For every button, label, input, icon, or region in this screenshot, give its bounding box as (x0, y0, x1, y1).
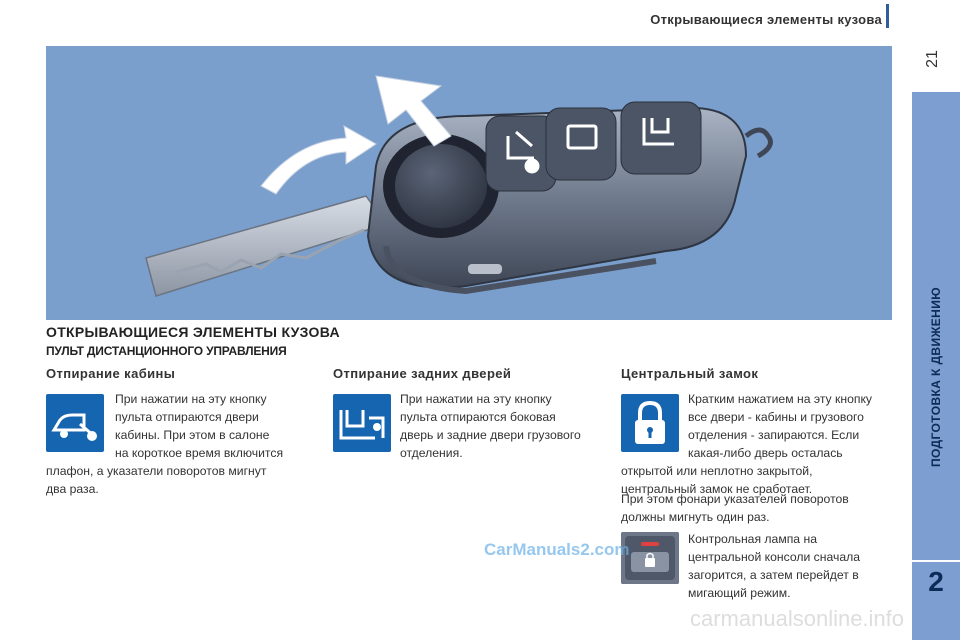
text-line: При нажатии на эту кнопку (400, 392, 552, 406)
chapter-tab-label-wrap (916, 200, 956, 560)
text-line: Контрольная лампа на (688, 532, 817, 546)
text-line: пульта отпираются двери (115, 410, 259, 424)
fob-button-lock (546, 108, 616, 180)
text-line: плафон, а указатели поворотов мигнут (46, 464, 267, 478)
column-heading: Центральный замок (621, 366, 759, 381)
central-lock-text (621, 390, 899, 498)
chapter-number: 2 (928, 566, 944, 597)
text-line: должны мигнуть один раз. (621, 510, 770, 524)
text-line: два раза. (46, 482, 99, 496)
key-blade (146, 196, 386, 296)
text-line: мигающий режим. (688, 586, 791, 600)
text-line: отделения. (400, 446, 463, 460)
column-rear-unlock (333, 366, 613, 460)
text-line: При нажатии на эту кнопку (115, 392, 267, 406)
key-fob-illustration (46, 46, 892, 320)
section-title: ОТКРЫВАЮЩИЕСЯ ЭЛЕМЕНТЫ КУЗОВА (46, 324, 340, 340)
text-line: пульта отпираются боковая (400, 410, 556, 424)
text-line: кабины. При этом в салоне (115, 428, 270, 442)
text-line: открытой или неплотно закрытой, (621, 464, 813, 478)
running-header: Открывающиеся элементы кузова (650, 12, 882, 27)
text-line: дверь и задние двери грузового (400, 428, 581, 442)
text-line: При этом фонари указателей поворотов (621, 492, 849, 506)
column-heading: Отпирание кабины (46, 366, 176, 381)
text-line: какая-либо дверь осталась (688, 446, 843, 460)
text-line: на короткое время включится (115, 446, 284, 460)
fob-button-rear (621, 102, 701, 174)
chapter-tab-label: ПОДГОТОВКА К ДВИЖЕНИЮ (929, 286, 944, 468)
column-cab-unlock (46, 366, 326, 496)
column-heading: Отпирание задних дверей (333, 366, 512, 381)
cab-unlock-text (46, 390, 306, 498)
text-line: Кратким нажатием на эту кнопку (688, 392, 873, 406)
rear-unlock-text (333, 390, 613, 462)
text-line: отделения - запираются. Если (688, 428, 860, 442)
page-number: 21 (924, 50, 941, 68)
key-fob-drawing (46, 46, 892, 320)
section-subtitle: ПУЛЬТ ДИСТАНЦИОННОГО УПРАВЛЕНИЯ (46, 344, 287, 358)
text-line: все двери - кабины и грузового (688, 410, 864, 424)
watermark-carmanuals2: CarManuals2.com (484, 540, 630, 559)
chapter-tab-divider (912, 560, 960, 562)
console-lamp-image (621, 532, 679, 584)
header-rule (886, 4, 889, 28)
console-lamp-text (688, 530, 898, 602)
text-line: центральной консоли сначала (688, 550, 861, 564)
rotate-arrow (261, 126, 376, 194)
text-line: центральный замок не сработает. (621, 482, 813, 496)
watermark-carmanualsonline: carmanualsonline.info (690, 606, 905, 631)
central-lock-text-2 (621, 490, 899, 526)
text-line: загорится, а затем перейдет в (688, 568, 859, 582)
column-central-lock (621, 366, 901, 600)
